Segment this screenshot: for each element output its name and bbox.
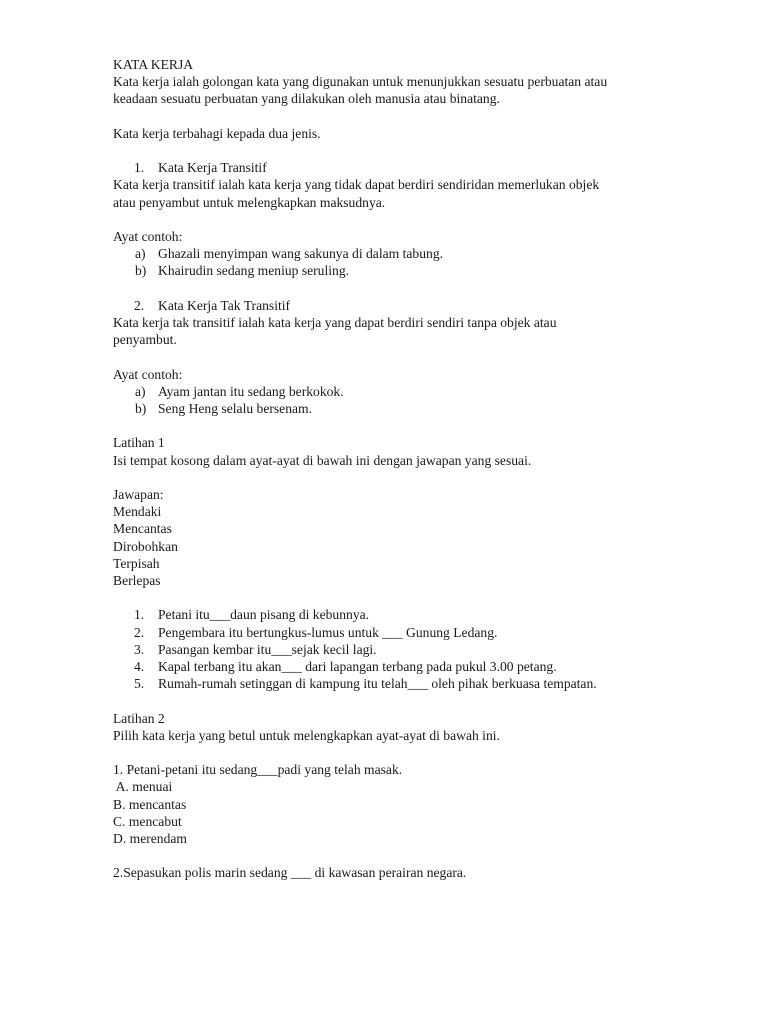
example-text: Khairudin sedang meniup seruling. xyxy=(158,263,350,279)
section1-example xyxy=(113,245,673,262)
option: B. mencantas xyxy=(113,796,187,812)
latihan1-answer-label: Jawapan: xyxy=(113,486,164,502)
latihan1-instruction: Isi tempat kosong dalam ayat-ayat di bawah ini dengan jawapan yang sesuai. xyxy=(113,452,532,468)
example-marker: b) xyxy=(135,400,147,416)
example-marker: a) xyxy=(135,383,146,399)
example-marker: b) xyxy=(135,263,147,279)
latihan2-instruction: Pilih kata kerja yang betul untuk melengkapkan ayat-ayat di bawah ini. xyxy=(113,727,500,743)
latihan1-question xyxy=(113,606,673,623)
section1-example-label: Ayat contoh: xyxy=(113,228,183,244)
question-text: Rumah-rumah setinggan di kampung itu telah___ oleh pihak berkuasa tempatan. xyxy=(158,676,597,692)
latihan2-title: Latihan 2 xyxy=(113,710,165,726)
section2-heading-text: Kata Kerja Tak Transitif xyxy=(158,297,291,313)
option: C. mencabut xyxy=(113,813,182,829)
example-text: Seng Heng selalu bersenam. xyxy=(158,400,313,416)
latihan2-question-2: 2.Sepasukan polis marin sedang ___ di kawasan perairan negara. xyxy=(113,865,467,881)
document-page xyxy=(113,56,673,882)
question-text: Pengembara itu bertungkus-lumus untuk ___ Gunung Ledang. xyxy=(158,624,498,640)
section2-heading xyxy=(113,297,673,314)
latihan1-question xyxy=(113,675,673,692)
section1-example xyxy=(113,262,673,279)
section1-definition-1: Kata kerja transitif ialah kata kerja yang tidak dapat berdiri sendiridan memerlukan objek xyxy=(113,177,600,193)
question-text: Pasangan kembar itu___sejak kecil lagi. xyxy=(158,641,377,657)
section2-definition-1: Kata kerja tak transitif ialah kata kerja yang dapat berdiri sendiri tanpa objek atau xyxy=(113,314,557,330)
question-number: 3. xyxy=(134,641,145,657)
section1-heading-text: Kata Kerja Transitif xyxy=(158,160,267,176)
latihan1-title: Latihan 1 xyxy=(113,435,165,451)
section2-example xyxy=(113,400,673,417)
section1-heading xyxy=(113,159,673,176)
answer-word: Terpisah xyxy=(113,555,160,571)
latihan1-question xyxy=(113,658,673,675)
answer-word: Mendaki xyxy=(113,504,162,520)
page-title: KATA KERJA xyxy=(113,57,194,72)
answer-word: Mencantas xyxy=(113,521,172,537)
example-marker: a) xyxy=(135,246,146,262)
question-number: 2. xyxy=(134,624,145,640)
question-text: Kapal terbang itu akan___ dari lapangan terbang pada pukul 3.00 petang. xyxy=(158,658,557,674)
latihan2-question-1: 1. Petani-petani itu sedang___padi yang telah masak. xyxy=(113,762,403,778)
question-number: 1. xyxy=(134,607,145,623)
option: A. menuai xyxy=(113,779,173,795)
question-number: 5. xyxy=(134,676,145,692)
section2-example-label: Ayat contoh: xyxy=(113,366,183,382)
division-text: Kata kerja terbahagi kepada dua jenis. xyxy=(113,125,321,141)
latihan1-question xyxy=(113,624,673,641)
option: D. merendam xyxy=(113,830,187,846)
section2-number: 2. xyxy=(134,297,145,313)
section1-number: 1. xyxy=(134,160,145,176)
question-text: Petani itu___daun pisang di kebunnya. xyxy=(158,607,370,623)
intro-line-2: keadaan sesuatu perbuatan yang dilakukan oleh manusia atau binatang. xyxy=(113,91,500,107)
example-text: Ayam jantan itu sedang berkokok. xyxy=(158,383,344,399)
latihan1-question xyxy=(113,641,673,658)
answer-word: Berlepas xyxy=(113,572,161,588)
section2-definition-2: penyambut. xyxy=(113,332,177,348)
intro-line-1: Kata kerja ialah golongan kata yang digunakan untuk menunjukkan sesuatu perbuatan atau xyxy=(113,74,608,90)
question-number: 4. xyxy=(134,658,145,674)
section1-definition-2: atau penyambut untuk melengkapkan maksudnya. xyxy=(113,194,386,210)
example-text: Ghazali menyimpan wang sakunya di dalam tabung. xyxy=(158,246,444,262)
answer-word: Dirobohkan xyxy=(113,538,178,554)
section2-example xyxy=(113,383,673,400)
